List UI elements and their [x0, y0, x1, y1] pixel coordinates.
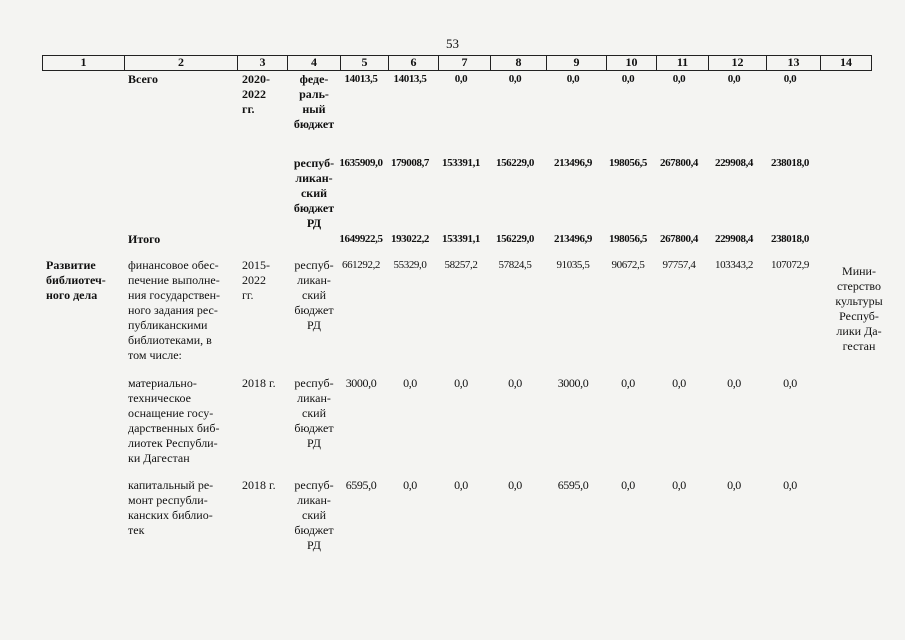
column-header-10: 10 [606, 55, 656, 70]
value-col-8: 156229,0 [495, 233, 535, 245]
period: 2018 г. [242, 478, 276, 492]
column-header-7: 7 [438, 55, 490, 70]
value-col-11: 0,0 [672, 478, 686, 492]
column-header-1: 1 [42, 55, 124, 70]
value-col-5: 3000,0 [345, 376, 377, 390]
column-header-2: 2 [124, 55, 237, 70]
value-col-9: 213496,9 [553, 233, 593, 245]
value-col-6: 179008,7 [390, 157, 430, 169]
value-col-12: 0,0 [727, 73, 741, 85]
value-col-9: 6595,0 [557, 478, 589, 492]
value-col-12: 0,0 [727, 376, 741, 390]
value-col-12: 103343,2 [714, 259, 754, 271]
value-col-8: 156229,0 [495, 157, 535, 169]
value-col-10: 198056,5 [608, 233, 648, 245]
value-col-12: 0,0 [727, 478, 741, 492]
value-col-7: 0,0 [454, 478, 468, 492]
value-col-10: 0,0 [621, 73, 635, 85]
value-col-13: 0,0 [783, 376, 797, 390]
value-col-7: 153391,1 [441, 233, 481, 245]
value-col-10: 0,0 [621, 478, 635, 492]
value-col-11: 267800,4 [659, 233, 699, 245]
column-header-6: 6 [388, 55, 438, 70]
value-col-11: 0,0 [672, 73, 686, 85]
value-col-8: 57824,5 [498, 259, 532, 271]
program-name: Развитие библиотеч- ного дела [46, 258, 106, 302]
measure-name: Итого [128, 232, 161, 246]
column-header-4: 4 [287, 55, 340, 70]
value-col-6: 0,0 [403, 478, 417, 492]
value-col-7: 58257,2 [444, 259, 478, 271]
executor: Мини- стерство культуры Респуб- лики Да- гестан [835, 264, 883, 353]
value-col-6: 193022,2 [390, 233, 430, 245]
measure-name: Всего [128, 72, 158, 86]
value-col-10: 198056,5 [608, 157, 648, 169]
measure-name: финансовое обес- печение выполне- ния государствен- ного задания рес- публиканскими библиотеками, в том числе: [128, 258, 221, 362]
funding-source: респуб- ликан- ский бюджет РД [294, 376, 334, 450]
value-col-8: 0,0 [508, 73, 522, 85]
column-header-14: 14 [820, 55, 872, 70]
value-col-13: 238018,0 [770, 233, 810, 245]
value-col-5: 661292,2 [341, 259, 381, 271]
value-col-9: 213496,9 [553, 157, 593, 169]
period: 2020- 2022 гг. [242, 72, 270, 116]
page-number: 53 [446, 36, 459, 51]
value-col-11: 0,0 [672, 376, 686, 390]
value-col-8: 0,0 [508, 478, 522, 492]
value-col-7: 153391,1 [441, 157, 481, 169]
funding-source: респуб- ликан- ский бюджет РД [293, 156, 335, 230]
funding-source: феде- раль- ный бюджет [293, 72, 335, 131]
value-col-6: 0,0 [403, 376, 417, 390]
value-col-8: 0,0 [508, 376, 522, 390]
value-col-6: 14013,5 [393, 73, 427, 85]
value-col-7: 0,0 [454, 376, 468, 390]
measure-name: капитальный ре- монт республи- канских библио- тек [128, 478, 214, 537]
funding-source: респуб- ликан- ский бюджет РД [294, 478, 334, 552]
column-header-12: 12 [708, 55, 766, 70]
column-header-3: 3 [237, 55, 287, 70]
value-col-13: 0,0 [783, 73, 797, 85]
value-col-13: 107072,9 [770, 259, 810, 271]
column-header-8: 8 [490, 55, 546, 70]
header-bottom-rule [42, 70, 872, 71]
column-header-9: 9 [546, 55, 606, 70]
value-col-5: 1649922,5 [339, 233, 383, 245]
value-col-11: 97757,4 [662, 259, 696, 271]
value-col-9: 91035,5 [556, 259, 590, 271]
value-col-10: 90672,5 [611, 259, 645, 271]
value-col-13: 238018,0 [770, 157, 810, 169]
measure-name: материально- техническое оснащение госу- дарственных биб- лиотек Республи- ки Дагестан [128, 376, 220, 465]
value-col-6: 55329,0 [393, 259, 427, 271]
column-header-5: 5 [340, 55, 388, 70]
value-col-5: 6595,0 [345, 478, 377, 492]
period: 2018 г. [242, 376, 276, 390]
value-col-11: 267800,4 [659, 157, 699, 169]
value-col-7: 0,0 [454, 73, 468, 85]
funding-source: респуб- ликан- ский бюджет РД [294, 258, 334, 332]
column-header-13: 13 [766, 55, 820, 70]
value-col-12: 229908,4 [714, 233, 754, 245]
value-col-5: 14013,5 [344, 73, 378, 85]
value-col-12: 229908,4 [714, 157, 754, 169]
value-col-10: 0,0 [621, 376, 635, 390]
value-col-5: 1635909,0 [339, 157, 383, 169]
value-col-9: 0,0 [566, 73, 580, 85]
period: 2015- 2022 гг. [242, 258, 270, 302]
column-header-11: 11 [656, 55, 708, 70]
value-col-9: 3000,0 [557, 376, 589, 390]
value-col-13: 0,0 [783, 478, 797, 492]
